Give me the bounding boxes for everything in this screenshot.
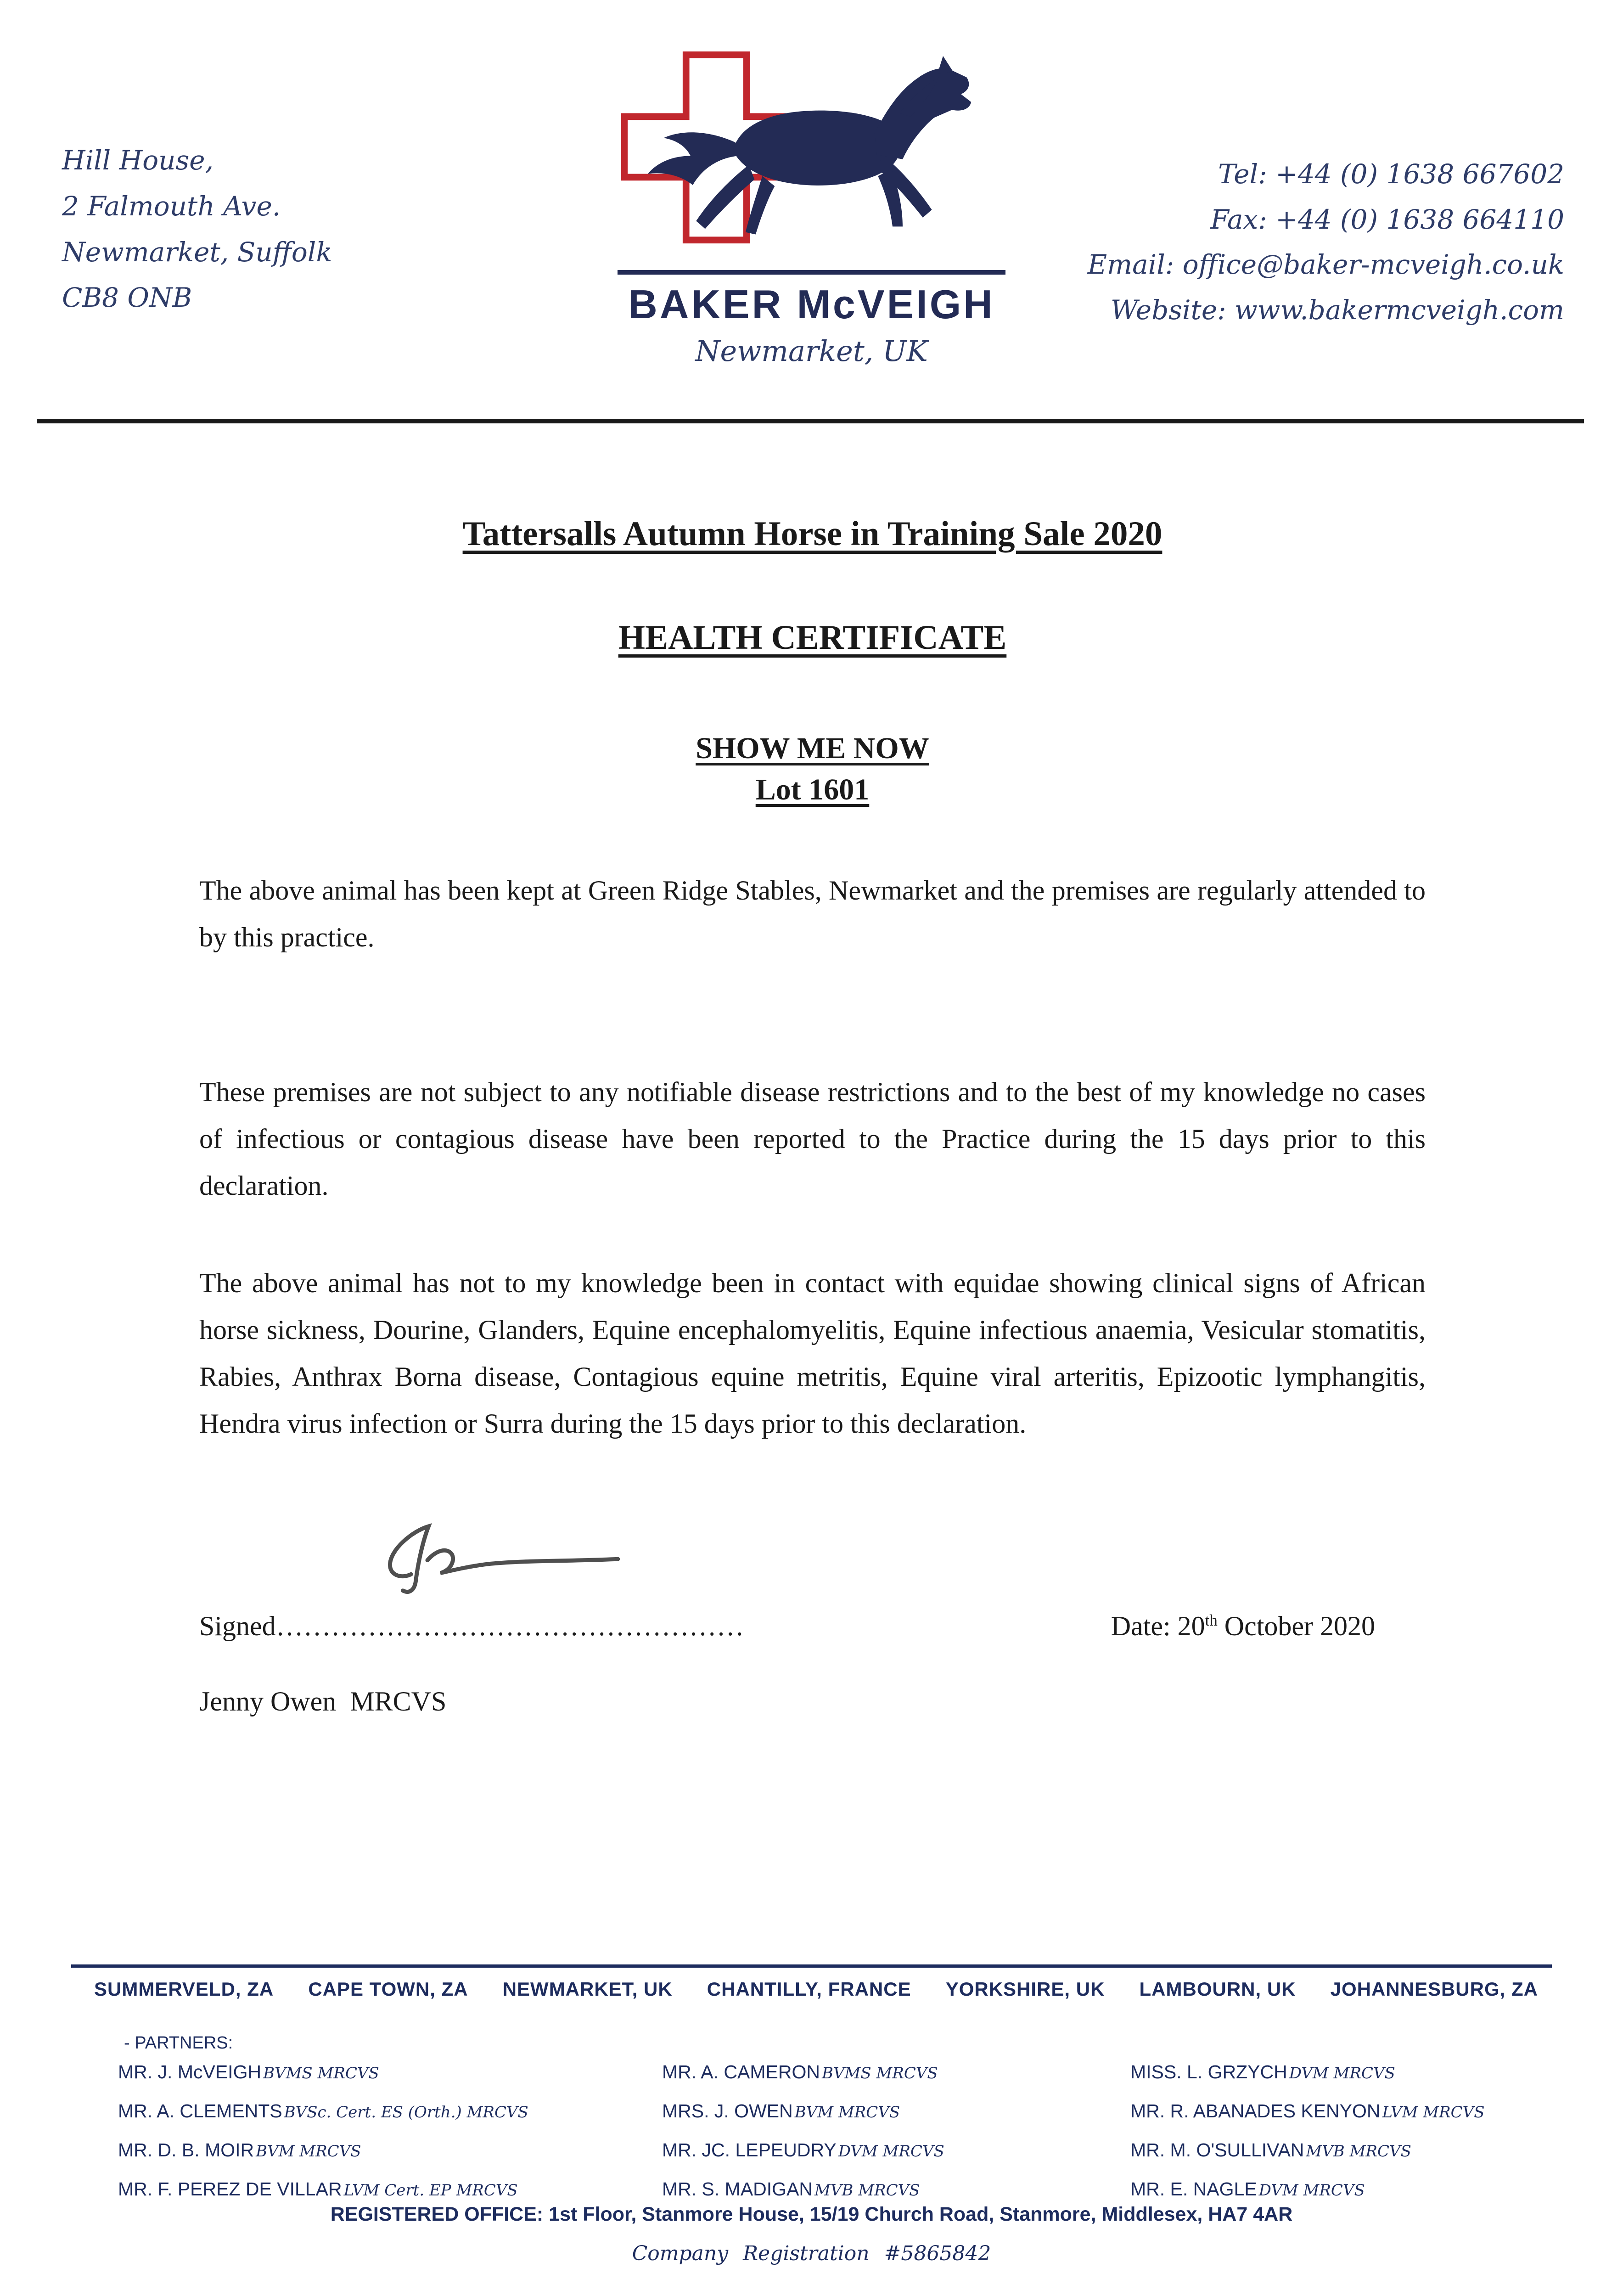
signature-image (378, 1516, 635, 1598)
certificate-body (199, 514, 1426, 1717)
location-item: CAPE TOWN, ZA (308, 1978, 468, 2000)
partner-entry (1130, 2180, 1545, 2199)
partner-qualifications: BVMS MRCVS (263, 2064, 379, 2082)
partner-name: MR. JC. LEPEUDRY (662, 2139, 837, 2161)
partner-entry (662, 2180, 1130, 2199)
address-line: CB8 ONB (62, 282, 192, 314)
partner-entry (118, 2141, 662, 2160)
location-item: LAMBOURN, UK (1139, 1978, 1296, 2000)
practice-logo-art (610, 44, 1014, 268)
partner-qualifications: MVB MRCVS (814, 2181, 920, 2200)
footer-divider (71, 1964, 1552, 1968)
partner-name: MR. D. B. MOIR (118, 2139, 254, 2161)
partners-list (118, 2063, 1545, 2219)
date-line (1111, 1610, 1375, 1642)
partner-qualifications: MVB MRCVS (1306, 2142, 1411, 2161)
date-prefix: Date: 20 (1111, 1611, 1205, 1642)
certificate-paragraph: The above animal has not to my knowledge been in contact with equidae showing clinical signs of African horse sickness, Dourine, Glanders, Equine encephalomyelitis, Equine infectious anaemia, Vesicular stomatitis, Rabies, Anthrax Borna disease, Contagious equine metritis, Equine viral arteritis, Epizootic lymphangitis, Hendra virus infection or Surra during the 15 days prior to this declaration. (199, 1268, 1426, 1439)
partner-entry (118, 2102, 662, 2121)
partner-qualifications: BVM MRCVS (794, 2103, 900, 2122)
partner-qualifications: LVM MRCVS (1382, 2103, 1485, 2122)
partner-qualifications: DVM MRCVS (838, 2142, 944, 2161)
header-divider (37, 419, 1584, 423)
partner-entry (118, 2063, 662, 2082)
partner-name: MR. A. CLEMENTS (118, 2100, 282, 2122)
partner-qualifications: DVM MRCVS (1258, 2181, 1365, 2200)
practice-name: BAKER McVEIGH (628, 281, 995, 327)
location-item: CHANTILLY, FRANCE (707, 1978, 911, 2000)
location-item: NEWMARKET, UK (502, 1978, 673, 2000)
registered-office: REGISTERED OFFICE: 1st Floor, Stanmore House, 15/19 Church Road, Stanmore, Middlesex, HA7 4AR (330, 2203, 1293, 2225)
practice-logo (610, 44, 1014, 368)
partner-entry (662, 2102, 1130, 2121)
partners-column (1130, 2063, 1545, 2219)
practice-location: Newmarket, UK (695, 334, 928, 368)
partner-name: MRS. J. OWEN (662, 2100, 793, 2122)
partner-qualifications: BVMS MRCVS (821, 2064, 938, 2082)
company-registration: Company Registration #5865842 (632, 2242, 991, 2265)
partner-qualifications: BVM MRCVS (256, 2142, 361, 2161)
contact-website: Website: www.bakermcveigh.com (1110, 294, 1564, 326)
partner-entry (1130, 2063, 1545, 2082)
location-item: JOHANNESBURG, ZA (1330, 1978, 1538, 2000)
horse-name: SHOW ME NOW (696, 732, 929, 765)
lot-number: Lot 1601 (755, 773, 870, 806)
partner-qualifications: LVM Cert. EP MRCVS (343, 2181, 518, 2200)
partner-name: MR. A. CAMERON (662, 2061, 820, 2082)
partner-entry (662, 2063, 1130, 2082)
certificate-paragraph: The above animal has been kept at Green Ridge Stables, Newmarket and the premises are regularly attended to by this practice. (199, 875, 1426, 952)
date-suffix: October 2020 (1217, 1611, 1375, 1642)
partners-column (662, 2063, 1130, 2219)
partner-entry (1130, 2102, 1545, 2121)
certificate-paragraph: These premises are not subject to any notifiable disease restrictions and to the best of my knowledge no cases of infectious or contagious disease have been reported to the Practice during the 15 days prior to this declaration. (199, 1077, 1426, 1201)
contact-tel: Tel: +44 (0) 1638 667602 (1218, 158, 1564, 190)
date-superscript: th (1205, 1611, 1218, 1630)
partners-label: - PARTNERS: (124, 2033, 233, 2053)
partner-name: MR. M. O'SULLIVAN (1130, 2139, 1304, 2161)
signatory-name: Jenny Owen MRCVS (199, 1686, 447, 1717)
partner-name: MR. F. PEREZ DE VILLAR (118, 2178, 342, 2200)
contact-fax: Fax: +44 (0) 1638 664110 (1210, 203, 1564, 235)
address-line: 2 Falmouth Ave. (62, 190, 281, 222)
partner-name: MR. S. MADIGAN (662, 2178, 813, 2200)
partner-entry (1130, 2141, 1545, 2160)
partner-qualifications: DVM MRCVS (1289, 2064, 1395, 2082)
practice-address (62, 138, 332, 321)
partner-qualifications: BVSc. Cert. ES (Orth.) MRCVS (284, 2103, 528, 2122)
sale-title: Tattersalls Autumn Horse in Training Sale 2020 (462, 515, 1162, 553)
practice-contact (1088, 152, 1564, 332)
location-item: YORKSHIRE, UK (945, 1978, 1105, 2000)
partner-name: MR. E. NAGLE (1130, 2178, 1257, 2200)
signed-line: Signed…………………………………………… (199, 1611, 744, 1642)
certificate-heading: HEALTH CERTIFICATE (618, 619, 1007, 657)
partner-name: MR. J. McVEIGH (118, 2061, 262, 2082)
contact-email: Email: office@baker-mcveigh.co.uk (1087, 249, 1564, 281)
partner-entry (118, 2180, 662, 2199)
address-line: Hill House, (62, 145, 214, 176)
partner-name: MR. R. ABANADES KENYON (1130, 2100, 1381, 2122)
partner-name: MISS. L. GRZYCH (1130, 2061, 1287, 2082)
logo-divider (618, 270, 1005, 275)
locations-bar (94, 1978, 1538, 2000)
signed-row (199, 1610, 1426, 1642)
location-item: SUMMERVELD, ZA (94, 1978, 274, 2000)
address-line: Newmarket, Suffolk (62, 236, 332, 268)
partner-entry (662, 2141, 1130, 2160)
partners-column (118, 2063, 662, 2219)
